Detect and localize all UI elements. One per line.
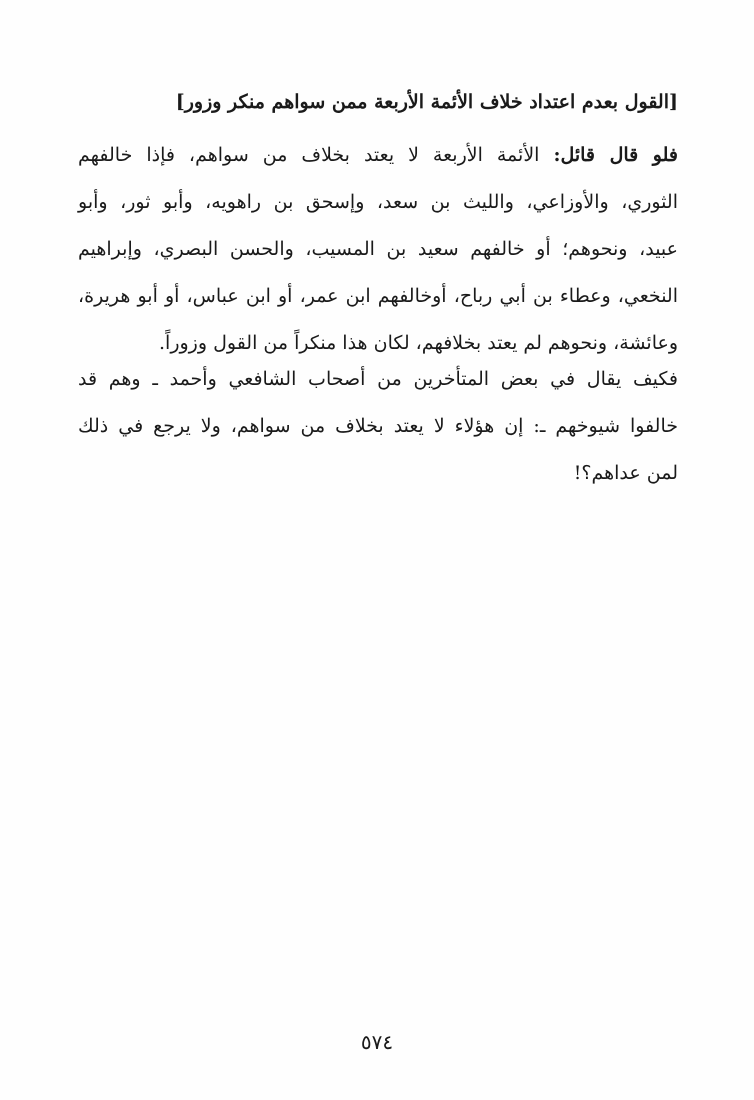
paragraph-1-line-5: وعائشة، ونحوهم لم يعتد بخلافهم، لكان هذا منكراً من القول وزوراً.: [159, 332, 678, 354]
paragraph-1: [78, 132, 678, 367]
paragraph-1-line-4: النخعي، وعطاء بن أبي رباح، أوخالفهم ابن عمر، أو ابن عباس، أو أبو هريرة،: [78, 285, 678, 307]
section-heading: [القول بعدم اعتداد خلاف الأئمة الأربعة ممن سواهم منكر وزور]: [175, 91, 678, 113]
paragraph-2: [78, 356, 678, 497]
page-number: ٥٧٤: [360, 1030, 394, 1054]
paragraph-1-line-1-text: الأئمة الأربعة لا يعتد بخلاف من سواهم، فإذا خالفهم: [78, 144, 540, 166]
paragraph-2-line-3: لمن عداهم؟!: [573, 462, 678, 484]
paragraph-2-line-2: خالفوا شيوخهم ـ: إن هؤلاء لا يعتد بخلاف من سواهم، ولا يرجع في ذلك: [78, 415, 678, 437]
paragraph-1-lead: فلو قال قائل:: [553, 144, 678, 166]
paragraph-2-line-1: فكيف يقال في بعض المتأخرين من أصحاب الشافعي وأحمد ـ وهم قد: [78, 368, 678, 390]
paragraph-1-line-2: الثوري، والأوزاعي، والليث بن سعد، وإسحق بن راهويه، وأبو ثور، وأبو: [78, 191, 678, 213]
paragraph-1-line-1: [78, 132, 678, 179]
paragraph-1-line-3: عبيد، ونحوهم؛ أو خالفهم سعيد بن المسيب، والحسن البصري، وإبراهيم: [78, 238, 678, 260]
